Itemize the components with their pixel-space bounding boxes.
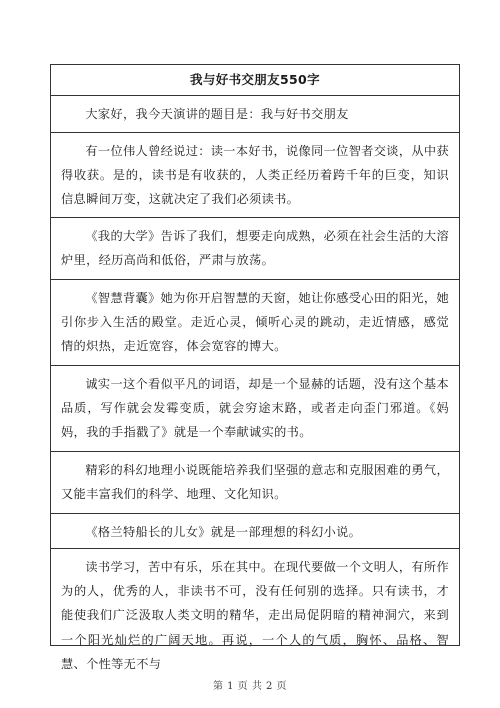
paragraph-my-university: 《我的大学》告诉了我们，想要走向成熟，必须在社会生活的大溶炉里，经历高尚和低俗，严肃与放荡。 xyxy=(51,218,459,280)
page-footer: 第 1 页 共 2 页 xyxy=(212,681,288,692)
paragraph-wisdom-bag: 《智慧背囊》她为你开启智慧的天窗，她让你感受心田的阳光，她引你步入生活的殿堂。走近心灵，倾听心灵的跳动，走近情感，感觉情的炽热，走近宽容，体会宽容的博大。 xyxy=(51,280,459,366)
paragraph-science-fiction: 精彩的科幻地理小说既能培养我们坚强的意志和克服困难的勇气，又能丰富我们的科学、地理、文化知识。 xyxy=(51,452,459,514)
document-table xyxy=(50,64,460,671)
paragraph-intro: 有一位伟人曾经说过：读一本好书，说像同一位智者交谈，从中获得收获。是的，读书是有收获的，人类正经历着跨千年的巨变，知识信息瞬间万变，这就决定了我们必须读书。 xyxy=(51,133,459,218)
paragraph-captain-grant: 《格兰特船长的儿女》就是一部理想的科幻小说。 xyxy=(51,514,459,549)
paragraph-reading-joy: 读书学习，苦中有乐，乐在其中。在现代要做一个文明人，有所作为的人，优秀的人，非读书不可，没有任何别的选择。只有读书，才能使我们广泛汲取人类文明的精华，走出局促阴暗的精神洞穴，来到一个阳光灿烂的广阔天地。再说，一个人的气质，胸怀、品格、智慧、个性等无不与 xyxy=(61,560,449,671)
paragraph-greeting: 大家好，我今天演讲的题目是：我与好书交朋友 xyxy=(51,96,459,133)
paragraph-honesty: 诚实一这个看似平凡的词语，却是一个显赫的话题，没有这个基本品质，写作就会发霉变质，就会穷途末路，或者走向歪门邪道。《妈妈，我的手指戳了》就是一个奉献诚实的书。 xyxy=(51,366,459,452)
document-title: 我与好书交朋友550字 xyxy=(51,65,459,96)
